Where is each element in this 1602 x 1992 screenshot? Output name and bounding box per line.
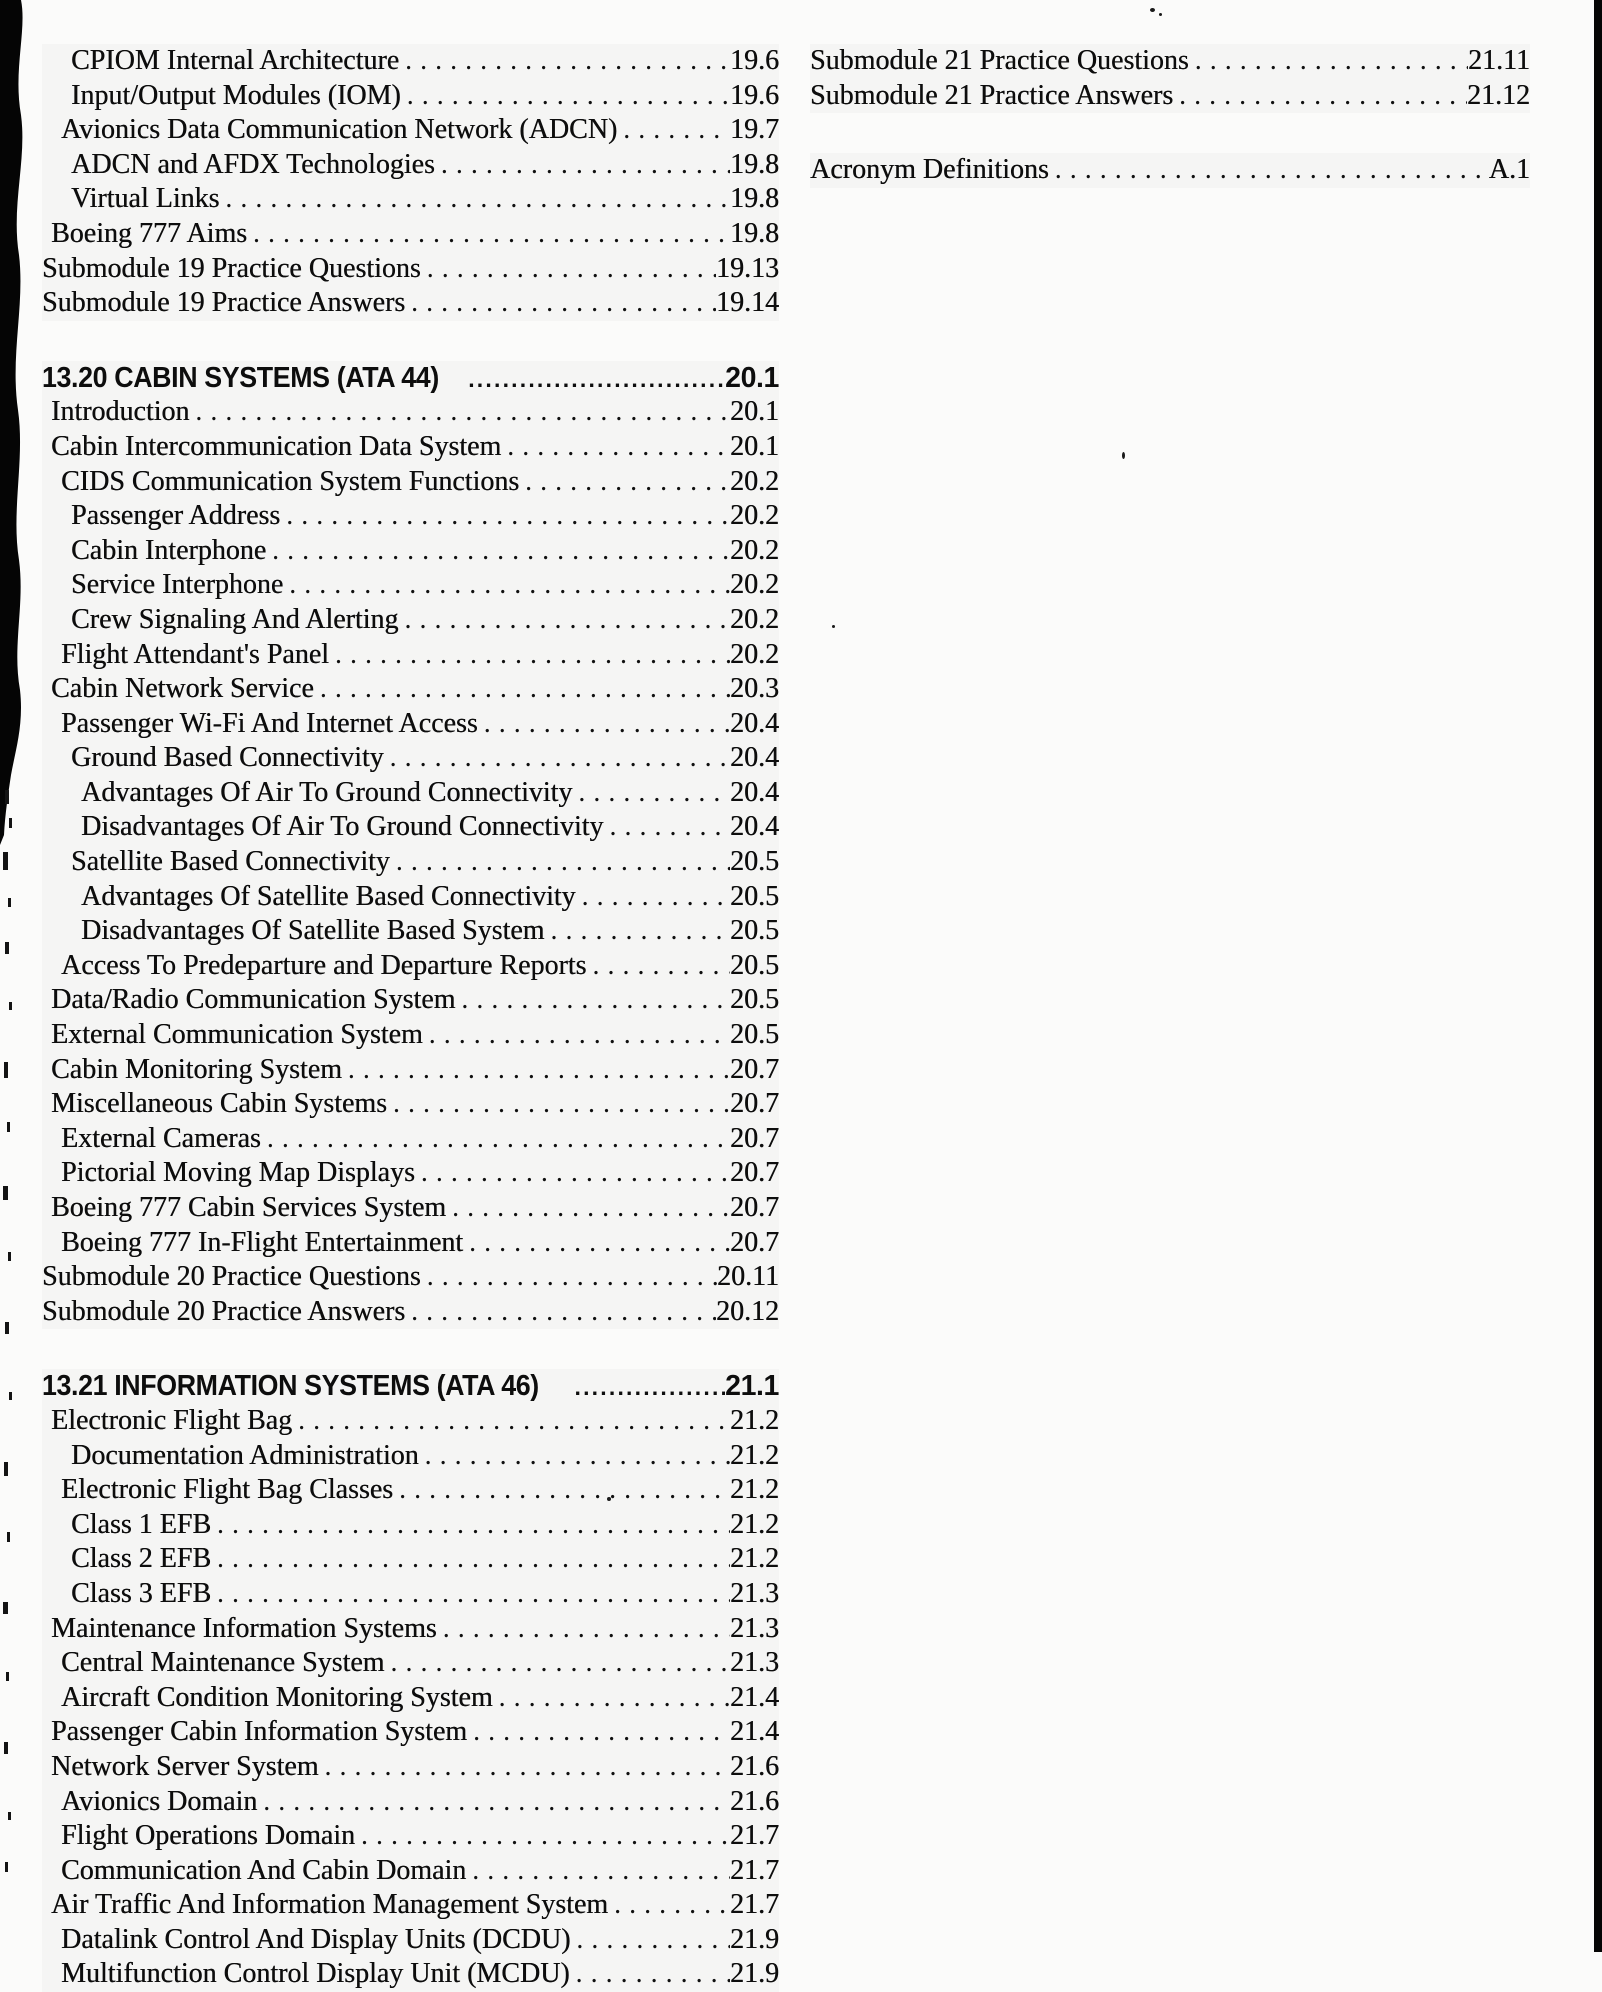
entry-page-number: 20.7 [730,1226,779,1258]
entry-title: Disadvantages Of Air To Ground Connectivity [81,811,604,843]
leader-dots [266,534,730,569]
leader-dots [466,1854,730,1889]
leader-dots [399,44,730,79]
entry-title: Class 2 EFB [71,1543,212,1575]
toc-entry [42,44,779,79]
entry-title: Introduction [51,396,190,428]
toc-entry [42,568,779,603]
entry-title: Maintenance Information Systems [51,1612,437,1644]
entry-page-number: 21.3 [730,1577,779,1609]
entry-title: Boeing 777 In-Flight Entertainment [61,1226,464,1258]
leader-dots [211,1542,730,1577]
entry-title: Cabin Network Service [51,673,314,705]
entry-page-number: 19.8 [730,183,779,215]
entry-page-number: 20.2 [730,638,779,670]
toc-entry [810,79,1530,114]
entry-page-number: 21.1 [725,1370,779,1403]
toc-entry [42,983,779,1018]
leader-dots [319,1750,730,1785]
entry-title: Cabin Interphone [71,534,267,566]
entry-page-number: 21.4 [730,1716,779,1748]
toc-entry [42,148,779,183]
toc-entry [42,1819,779,1854]
toc-entry [42,79,779,114]
entry-page-number: 20.2 [730,534,779,566]
leader-dots [519,465,730,500]
toc-entry [42,1295,779,1330]
toc-entry [42,1715,779,1750]
entry-page-number: 19.8 [730,148,779,180]
entry-page-number: 20.2 [730,603,779,635]
entry-page-number: 20.7 [730,1053,779,1085]
leader-dots [393,1473,730,1508]
entry-page-number: 20.5 [730,880,779,912]
entry-title: Advantages Of Air To Ground Connectivity [81,776,573,808]
left-scan-border [0,0,44,1952]
leader-dots [1189,44,1468,79]
entry-title: Satellite Based Connectivity [71,846,390,878]
toc-entry [42,1888,779,1923]
entry-page-number: 20.5 [730,1019,779,1051]
entry-title: External Communication System [51,1019,423,1051]
entry-page-number: 21.9 [730,1958,779,1990]
entry-page-number: 21.2 [730,1439,779,1471]
entry-title: Documentation Administration [71,1439,419,1471]
entry-title: Submodule 20 Practice Questions [42,1261,421,1293]
toc-entry [42,707,779,742]
toc-entry [42,1957,779,1992]
scan-speck [1150,8,1155,12]
toc-entry [42,395,779,430]
entry-title: Submodule 19 Practice Answers [42,287,406,319]
leader-dots [390,845,730,880]
toc-entry [42,672,779,707]
leader-dots [261,1122,730,1157]
toc-entry [42,1122,779,1157]
entry-title: Pictorial Moving Map Displays [61,1157,415,1189]
leader-dots [384,741,730,776]
toc-entry [42,217,779,252]
toc-entry [42,810,779,845]
entry-page-number: 20.7 [730,1192,779,1223]
leader-dots [314,672,730,707]
entry-page-number: 19.13 [716,252,779,284]
toc-entry [42,1226,779,1261]
leader-dots [603,810,730,845]
entry-page-number: 20.2 [730,465,779,497]
entry-page-number: 21.4 [730,1681,779,1713]
toc-entry [42,1404,779,1439]
entry-title: Submodule 21 Practice Answers [810,79,1174,111]
toc-entry [42,499,779,534]
toc-entry [42,465,779,500]
entry-title: Avionics Data Communication Network (ADCN) [61,114,618,146]
entry-page-number: 20.5 [730,915,779,947]
toc-entry [42,1156,779,1191]
toc-entry [42,1191,779,1226]
entry-title: Multifunction Control Display Unit (MCDU) [61,1958,570,1990]
entry-page-number: 19.14 [716,287,779,319]
leader-dots [1173,79,1467,114]
leader-dots [421,1260,717,1295]
leader-dots [544,914,730,949]
entry-title: Electronic Flight Bag Classes [61,1474,394,1506]
leader-dots [387,1087,730,1122]
entry-title: Passenger Wi-Fi And Internet Access [61,707,478,739]
leader-dots [419,1439,730,1474]
entry-title: Central Maintenance System [61,1647,385,1679]
leader-dots [384,1646,730,1681]
toc-entry [42,1439,779,1474]
entry-page-number: 20.5 [730,846,779,878]
entry-page-number: 21.7 [730,1889,779,1921]
toc-entry [42,603,779,638]
entry-page-number: 21.3 [730,1612,779,1644]
leader-dots [189,395,730,430]
entry-page-number: 20.1 [725,361,779,394]
entry-page-number: 20.2 [730,569,779,601]
toc-entry [42,845,779,880]
entry-title: Avionics Domain [61,1785,258,1817]
scan-speck [1159,13,1162,16]
toc-entry [42,252,779,287]
toc-entry [42,1473,779,1508]
entry-page-number: 20.3 [730,673,779,705]
leader-dots [570,1923,730,1958]
entry-page-number: 20.2 [730,500,779,532]
toc-entry [42,776,779,811]
leader-dots [586,949,730,984]
toc-entry [42,1750,779,1785]
toc-entry [42,638,779,673]
leader-dots [421,252,716,287]
toc-section-heading [42,1369,779,1404]
entry-title: Boeing 777 Aims [51,217,248,249]
entry-page-number: 19.6 [730,79,779,111]
leader-dots [423,1018,730,1053]
entry-title: CPIOM Internal Architecture [71,45,400,76]
entry-page-number: 20.5 [730,984,779,1016]
leader-dots [219,182,730,217]
right-scan-border [1594,0,1602,1952]
entry-title: Submodule 20 Practice Answers [42,1295,406,1327]
toc-column-right [810,44,1530,188]
entry-page-number: 21.12 [1467,79,1530,111]
entry-title: Service Interphone [71,569,284,601]
entry-title: Crew Signaling And Alerting [71,603,399,635]
leader-dots [257,1785,730,1820]
leader-dots [576,880,730,915]
leader-dots [247,217,730,252]
leader-dots [446,1191,730,1226]
entry-title: ADCN and AFDX Technologies [71,148,435,180]
leader-dots [435,148,730,183]
entry-title: Boeing 777 Cabin Services System [51,1192,447,1223]
toc-entry [42,1854,779,1889]
toc-entry [42,182,779,217]
toc-entry [810,44,1530,79]
entry-page-number: 20.4 [730,707,779,739]
toc-entry [42,286,779,321]
entry-page-number: 21.6 [730,1785,779,1817]
entry-title: Data/Radio Communication System [51,984,456,1016]
leader-dots [398,603,730,638]
entry-page-number: 19.7 [730,114,779,146]
leader-dots [571,1370,726,1404]
toc-entry [42,1508,779,1543]
toc-entry [42,1087,779,1122]
entry-page-number: 19.6 [730,45,779,76]
toc-entry [42,430,779,465]
toc-entry [42,1577,779,1612]
entry-page-number: 21.11 [1468,45,1530,76]
toc-entry [42,1018,779,1053]
entry-page-number: 20.1 [730,430,779,462]
leader-dots [608,1888,730,1923]
entry-title: Flight Attendant's Panel [61,638,329,670]
leader-dots [572,776,730,811]
toc-entry [42,1053,779,1088]
leader-dots [405,1295,716,1330]
leader-dots [401,79,730,114]
leader-dots [280,499,730,534]
entry-page-number: 21.7 [730,1820,779,1852]
scan-speck [832,625,835,628]
entry-title: Cabin Monitoring System [51,1053,342,1085]
leader-dots [342,1053,730,1088]
entry-page-number: 21.9 [730,1923,779,1955]
leader-dots [570,1957,730,1992]
entry-page-number: 20.7 [730,1157,779,1189]
entry-page-number: 19.8 [730,217,779,249]
leader-dots [467,1715,730,1750]
entry-page-number: 21.2 [730,1404,779,1436]
toc-entry [42,741,779,776]
toc-entry [42,914,779,949]
entry-title: Submodule 19 Practice Questions [42,252,421,284]
entry-title: Class 3 EFB [71,1577,212,1609]
toc-entry [42,1260,779,1295]
leader-dots [617,113,730,148]
leader-dots [211,1508,730,1543]
toc-entry [42,534,779,569]
leader-dots [463,1226,730,1261]
leader-dots [329,638,730,673]
leader-dots [493,1681,730,1716]
entry-page-number: 20.7 [730,1122,779,1154]
entry-title: Access To Predeparture and Departure Reports [61,949,587,981]
entry-page-number: 21.6 [730,1750,779,1782]
entry-page-number: 20.4 [730,742,779,774]
entry-title: External Cameras [61,1122,261,1154]
toc-entry [810,153,1530,188]
toc-entry [42,1612,779,1647]
entry-page-number: 20.5 [730,949,779,981]
toc-entry [42,1923,779,1958]
entry-title: CIDS Communication System Functions [61,465,520,497]
entry-title: Disadvantages Of Satellite Based System [81,915,545,947]
entry-page-number: 21.2 [730,1474,779,1506]
entry-title: Cabin Intercommunication Data System [51,430,502,462]
leader-dots [283,568,730,603]
entry-page-number: 20.7 [730,1088,779,1120]
entry-page-number: 20.4 [730,811,779,843]
entry-page-number: 21.7 [730,1854,779,1886]
entry-title: Network Server System [51,1750,319,1782]
entry-page-number: 20.11 [717,1261,779,1293]
toc-entry [42,1785,779,1820]
toc-entry [42,1681,779,1716]
leader-dots [405,286,716,321]
entry-title: Advantages Of Satellite Based Connectivity [81,880,576,912]
entry-title: Virtual Links [71,183,220,215]
entry-page-number: 21.2 [730,1508,779,1540]
leader-dots [455,983,730,1018]
toc-entry [42,1646,779,1681]
entry-page-number: 20.1 [730,396,779,428]
leader-dots [211,1577,730,1612]
entry-page-number: 20.4 [730,776,779,808]
leader-dots [292,1404,730,1439]
entry-title: Electronic Flight Bag [51,1404,293,1436]
leader-dots [464,362,725,396]
entry-title: Datalink Control And Display Units (DCDU) [61,1923,571,1955]
entry-title: Acronym Definitions [810,154,1049,186]
toc-entry [42,1542,779,1577]
entry-title: Flight Operations Domain [61,1820,355,1852]
entry-page-number: 20.12 [716,1295,779,1327]
entry-page-number: 21.2 [730,1543,779,1575]
leader-dots [415,1156,730,1191]
entry-title: Passenger Address [71,500,281,532]
entry-title: Miscellaneous Cabin Systems [51,1088,387,1120]
toc-entry [42,880,779,915]
leader-dots [501,430,730,465]
entry-title: Input/Output Modules (IOM) [71,79,401,111]
leader-dots [437,1612,730,1647]
entry-title: Submodule 21 Practice Questions [810,45,1189,76]
toc-entry [42,949,779,984]
entry-title: Ground Based Connectivity [71,742,384,774]
toc-section-heading [42,361,779,396]
leader-dots [355,1819,730,1854]
toc-entry [42,113,779,148]
entry-page-number: 21.3 [730,1647,779,1679]
entry-page-number: A.1 [1488,154,1530,186]
entry-title: 13.21 INFORMATION SYSTEMS (ATA 46) [42,1370,539,1403]
leader-dots [478,707,730,742]
scan-speck [1122,452,1125,459]
entry-title: Passenger Cabin Information System [51,1716,468,1748]
entry-title: Aircraft Condition Monitoring System [61,1681,493,1713]
entry-title: Air Traffic And Information Management System [51,1889,609,1921]
entry-title: 13.20 CABIN SYSTEMS (ATA 44) [42,361,439,394]
toc-column-left [42,44,779,1992]
entry-title: Communication And Cabin Domain [61,1854,467,1886]
entry-title: Class 1 EFB [71,1508,212,1540]
leader-dots [1049,153,1489,188]
